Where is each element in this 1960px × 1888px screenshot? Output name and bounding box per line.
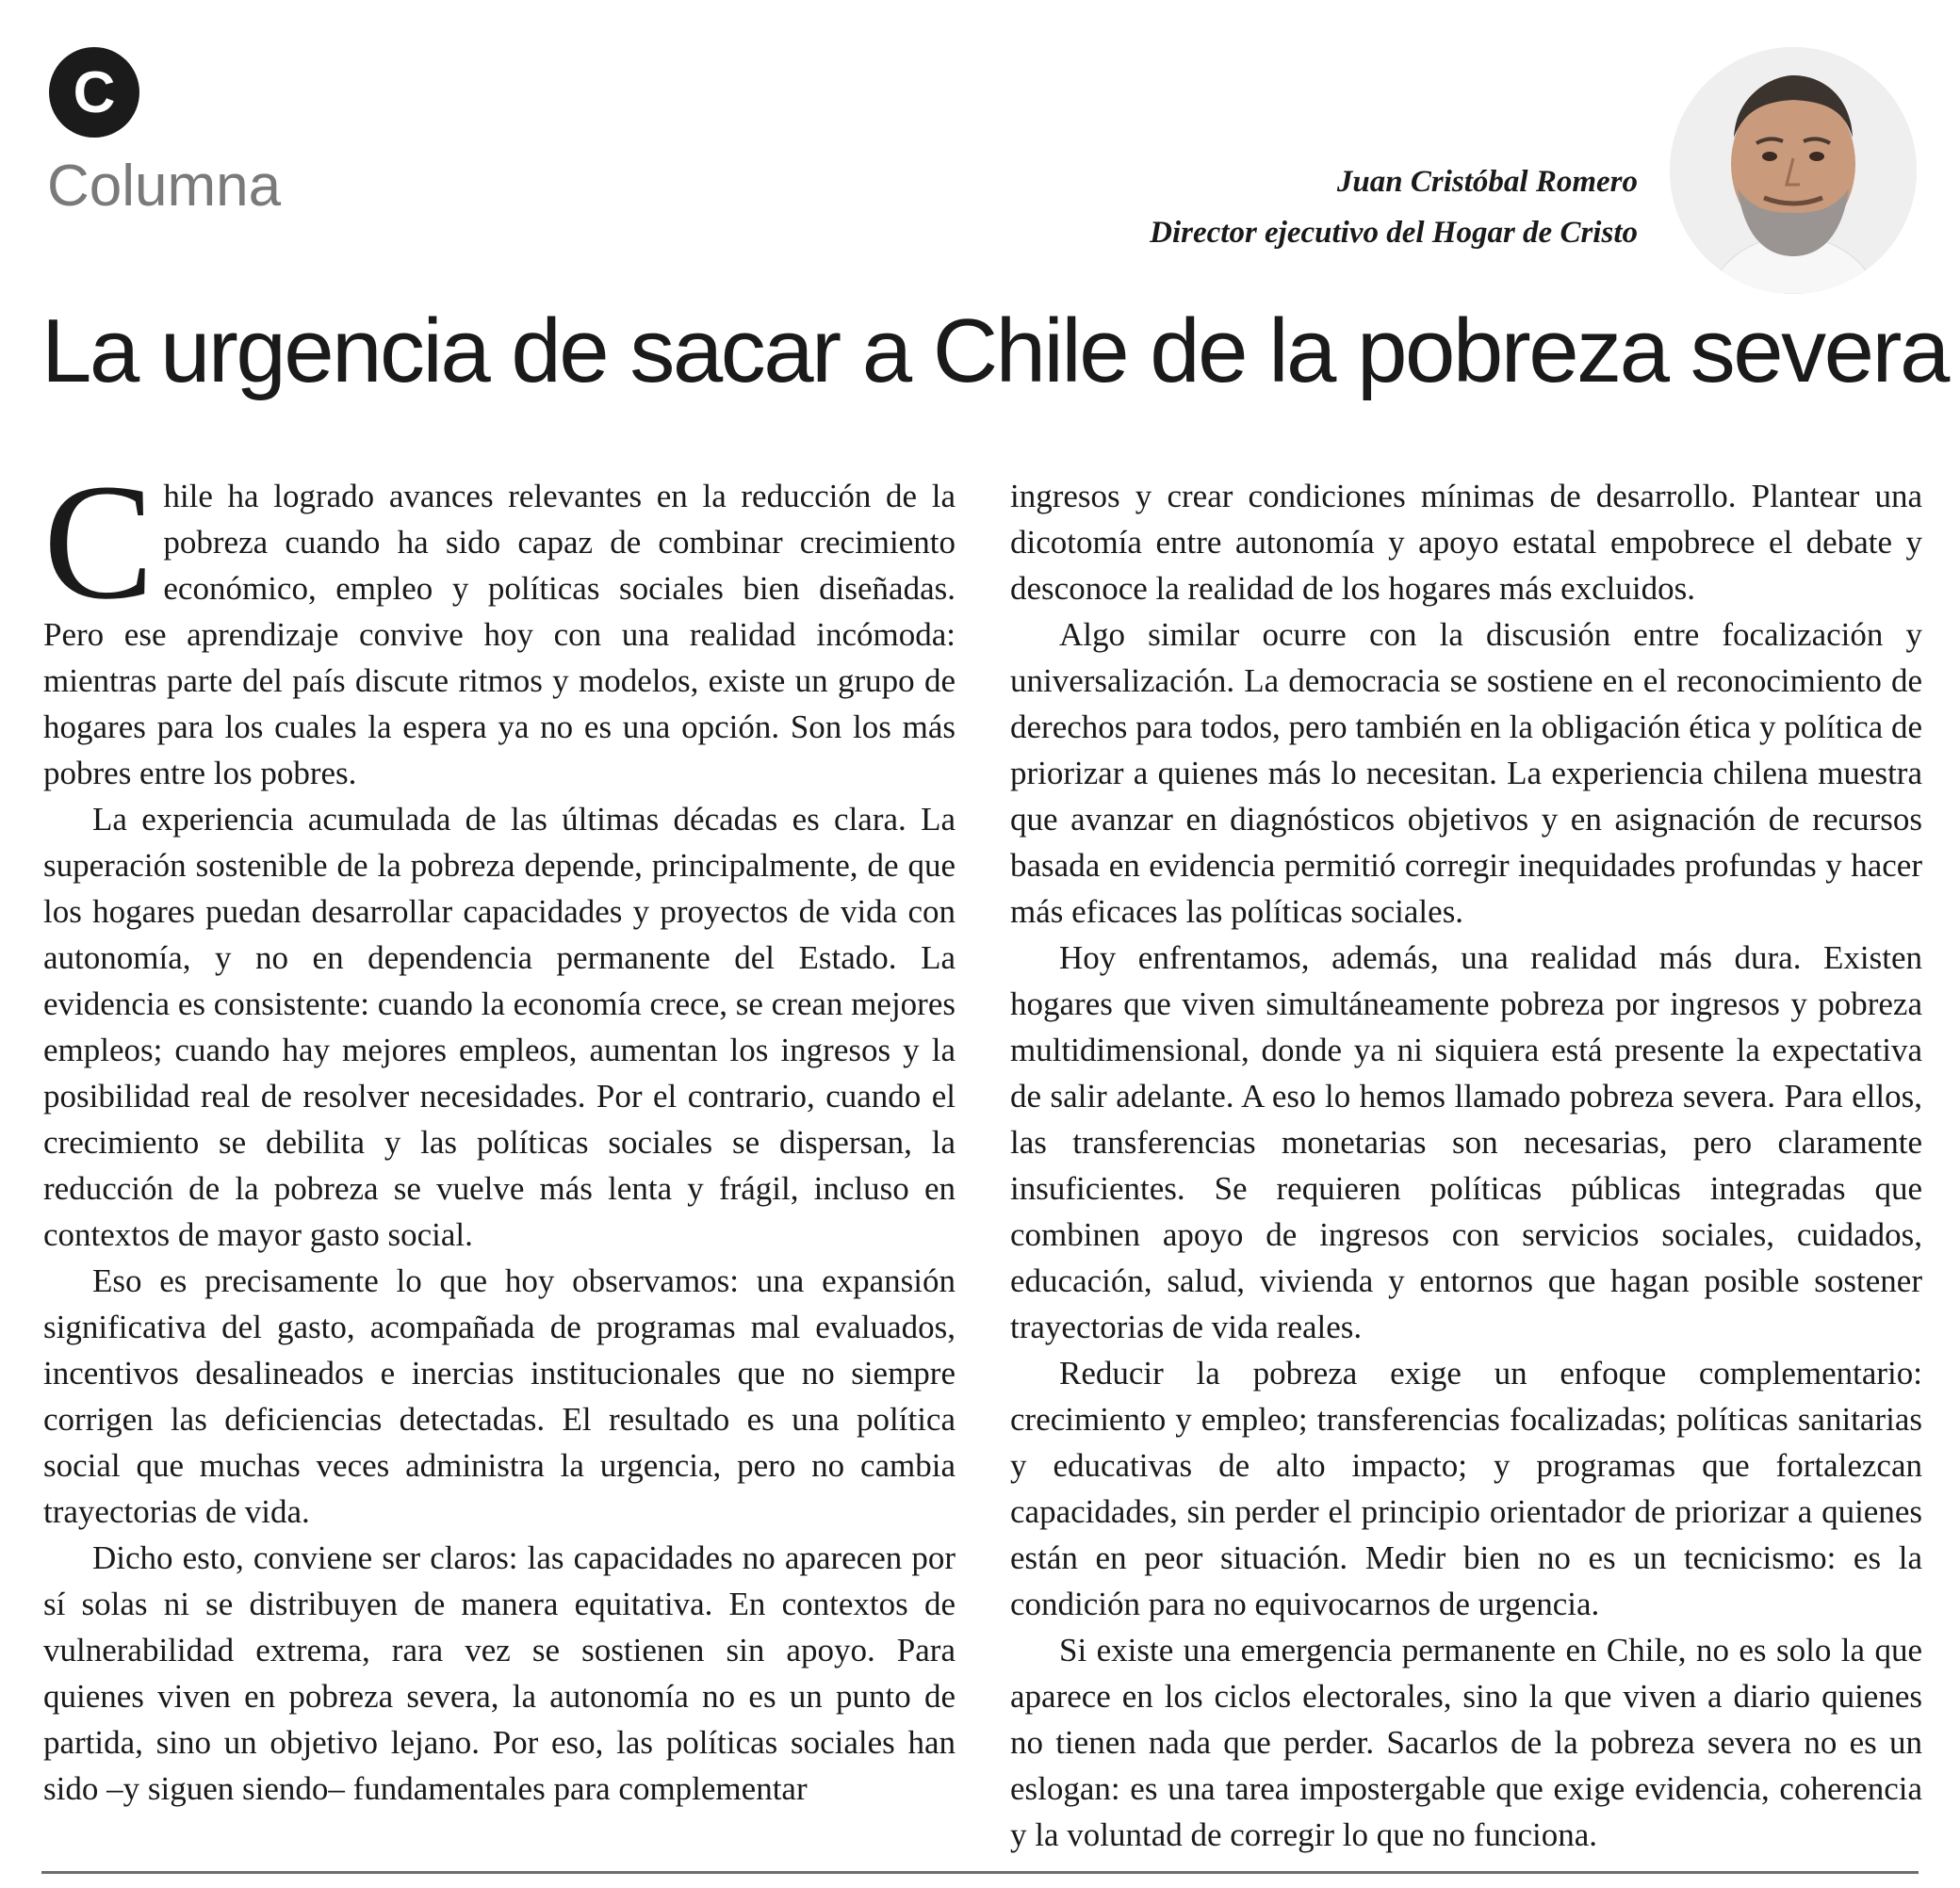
author-photo xyxy=(1670,47,1917,294)
article-paragraph: Reducir la pobreza exige un enfoque complementario: crecimiento y empleo; transferencias focalizadas; políticas sanitarias y educativas de alto impacto; y programas que fortalezcan capacidades, sin perder el principio orientador de priorizar a quienes están en peor situación. Medir bien no es un tecnicismo: es la condición para no equivocarnos de urgencia. xyxy=(1010,1355,1922,1622)
section-label: Columna xyxy=(47,154,282,219)
article-paragraph: Si existe una emergencia permanente en Chile, no es solo la que aparece en los ciclos electorales, sino la que viven a diario quienes no tienen nada que perder. Sacarlos de la pobreza severa no es un eslogan: es una tarea impostergable que exige evidencia, coherencia y la voluntad de corregir lo que no funciona. xyxy=(1010,1632,1922,1853)
article-paragraph: Hoy enfrentamos, además, una realidad más dura. Existen hogares que viven simultáneamente pobreza por ingresos y pobreza multidimensional, donde ya ni siquiera está presente la expectativa de salir adelante. A eso lo hemos llamado pobreza severa. Para ellos, las transferencias monetarias son necesarias, pero claramente insuficientes. Se requieren políticas públicas integradas que combinen apoyo de ingresos con servicios sociales, cuidados, educación, salud, vivienda y entornos que hagan posible sostener trayectorias de vida reales. xyxy=(1010,939,1922,1345)
article-paragraph: Eso es precisamente lo que hoy observamos: una expansión significativa del gasto, acompañada de programas mal evaluados, incentivos desalineados e inercias institucionales que no siempre corrigen las deficiencias detectadas. El resultado es una política social que muchas veces administra la urgencia, pero no cambia trayectorias de vida. xyxy=(43,1262,956,1530)
headline: La urgencia de sacar a Chile de la pobreza severa xyxy=(41,301,1948,401)
article-paragraph: Algo similar ocurre con la discusión entre focalización y universalización. La democracia se sostiene en el reconocimiento de derechos para todos, pero también en la obligación ética y política de priorizar a quienes más lo necesitan. La experiencia chilena muestra que avanzar en diagnósticos objetivos y en asignación de recursos basada en evidencia permitió corregir inequidades profundas y hacer más eficaces las políticas sociales. xyxy=(1010,616,1922,930)
bottom-divider xyxy=(41,1871,1919,1874)
author-title: Director ejecutivo del Hogar de Cristo xyxy=(1150,216,1638,250)
byline xyxy=(1150,156,1638,258)
drop-cap: C xyxy=(43,450,155,634)
logo-letter: C xyxy=(73,59,116,125)
author-portrait-illustration xyxy=(1670,47,1917,294)
author-name: Juan Cristóbal Romero xyxy=(1336,165,1638,199)
section-logo xyxy=(49,47,139,138)
article-paragraph: La experiencia acumulada de las últimas décadas es clara. La superación sostenible de la pobreza depende, principalmente, de que los hogares puedan desarrollar capacidades y proyectos de vida con autonomía, y no en dependencia permanente del Estado. La evidencia es consistente: cuando la economía crece, se crean mejores empleos; cuando hay mejores empleos, aumentan los ingresos y la posibilidad real de resolver necesidades. Por el contrario, cuando el crecimiento se debilita y las políticas sociales se dispersan, la reducción de la pobreza se vuelve más lenta y frágil, incluso en contextos de mayor gasto social. xyxy=(43,801,956,1253)
article-column-left xyxy=(43,450,956,1812)
article-paragraph: ingresos y crear condiciones mínimas de desarrollo. Plantear una dicotomía entre autonomía y apoyo estatal empobrece el debate y desconoce la realidad de los hogares más excluidos. xyxy=(1010,478,1922,607)
article-paragraph: Dicho esto, conviene ser claros: las capacidades no aparecen por sí solas ni se distribuyen de manera equitativa. En contextos de vulnerabilidad extrema, rara vez se sostienen sin apoyo. Para quienes viven en pobreza severa, la autonomía no es un punto de partida, sino un objetivo lejano. Por eso, las políticas sociales han sido –y siguen siendo– fundamentales para complementar xyxy=(43,1539,956,1807)
article-paragraph xyxy=(43,450,956,796)
article-column-right xyxy=(1010,473,1922,1858)
paragraph-text: hile ha logrado avances relevantes en la reducción de la pobreza cuando ha sido capaz de combinar crecimiento económico, empleo y políticas sociales bien diseñadas. Pero ese aprendizaje convive hoy con una realidad incómoda: mientras parte del país discute ritmos y modelos, existe un grupo de hogares para los cuales la espera ya no es una opción. Son los más pobres entre los pobres. xyxy=(43,478,956,791)
